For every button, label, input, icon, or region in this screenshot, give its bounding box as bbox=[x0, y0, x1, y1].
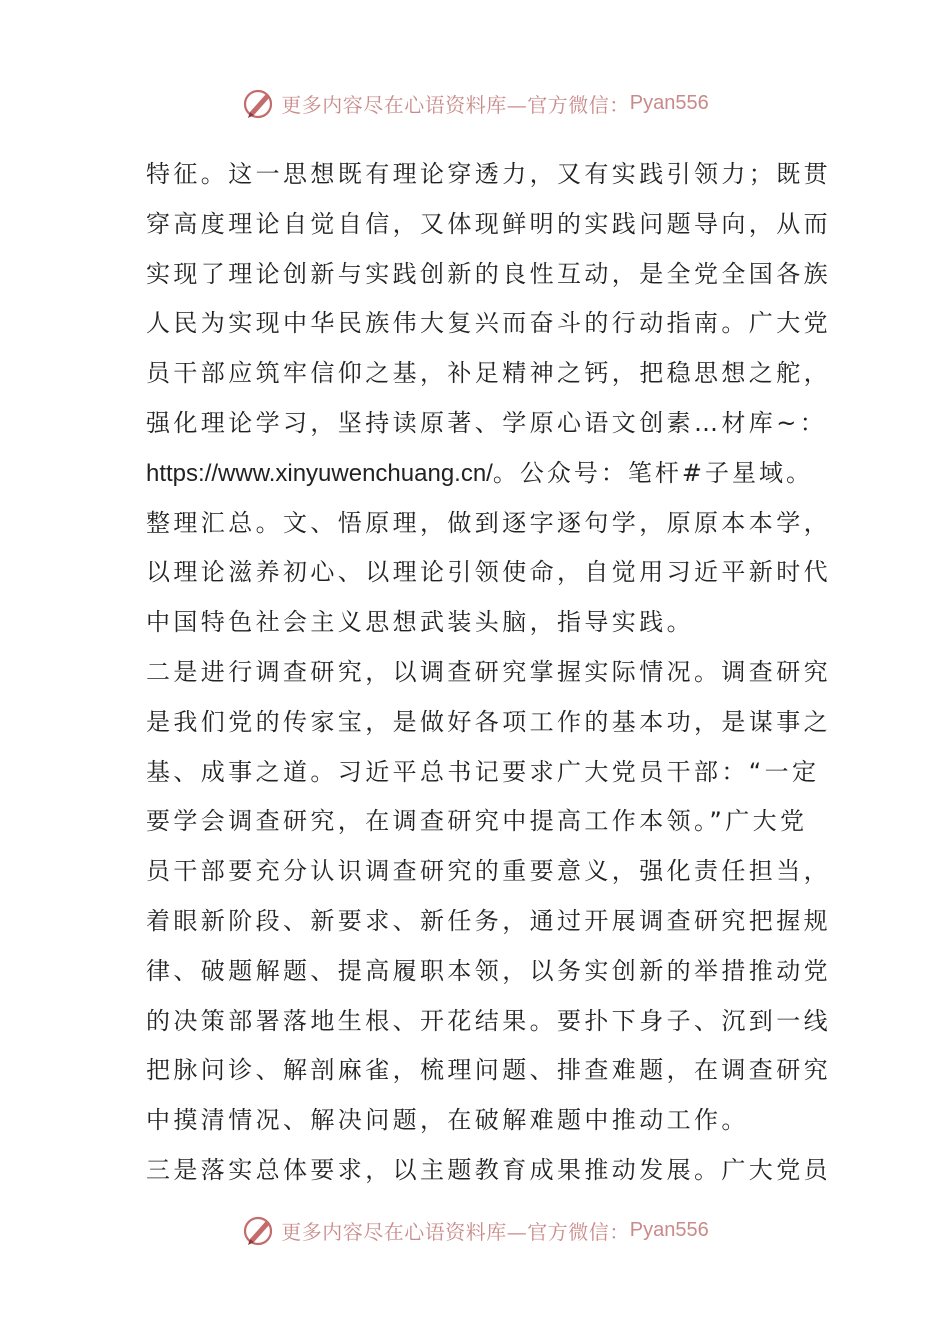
text-line: 基、成事之道。习近平总书记要求广大党员干部：“一定 bbox=[146, 757, 820, 786]
text-line: 员干部应筑牢信仰之基，补足精神之钙，把稳思想之舵， bbox=[146, 359, 831, 388]
text-line: 以理论滋养初心、以理论引领使命，自觉用习近平新时代 bbox=[146, 558, 831, 587]
watermark-wechat-id: Pyan556 bbox=[629, 1218, 709, 1241]
footer-watermark bbox=[0, 1210, 950, 1250]
text-line: 要学会调查研究，在调查研究中提高工作本领。”广大党 bbox=[146, 807, 808, 836]
text-line: 强化理论学习，坚持读原著、学原心语文创素…材库~： bbox=[146, 408, 828, 437]
pen-logo-icon bbox=[241, 85, 277, 121]
text-line: 三是落实总体要求，以主题教育成果推动发展。广大党员 bbox=[146, 1155, 831, 1184]
text-line: 律、破题解题、提高履职本领，以务实创新的举措推动党 bbox=[146, 956, 831, 985]
url-line-rest: 。公众号：笔杆#子星域。 bbox=[492, 458, 813, 487]
document-body bbox=[146, 150, 831, 1196]
text-line: 特征。这一思想既有理论穿透力，又有实践引领力；既贯 bbox=[146, 160, 831, 188]
watermark-text: 更多内容尽在心语资料库—官方微信： bbox=[281, 1219, 630, 1244]
watermark-text: 更多内容尽在心语资料库—官方微信： bbox=[281, 92, 630, 117]
text-line: 把脉问诊、解剖麻雀，梳理问题、排查难题，在调查研究 bbox=[146, 1056, 831, 1085]
text-line: 员干部要充分认识调查研究的重要意义，强化责任担当， bbox=[146, 857, 831, 886]
text-line: 二是进行调查研究，以调查研究掌握实际情况。调查研究 bbox=[146, 657, 831, 686]
text-line: 着眼新阶段、新要求、新任务，通过开展调查研究把握规 bbox=[146, 906, 831, 935]
text-line: 是我们党的传家宝，是做好各项工作的基本功，是谋事之 bbox=[146, 707, 831, 736]
text-line: 中国特色社会主义思想武装头脑，指导实践。 bbox=[146, 608, 694, 637]
watermark-wechat-id: Pyan556 bbox=[629, 91, 709, 114]
header-watermark bbox=[0, 83, 950, 123]
text-line: 穿高度理论自觉自信，又体现鲜明的实践问题导向，从而 bbox=[146, 209, 831, 238]
text-line: 中摸清情况、解决问题，在破解难题中推动工作。 bbox=[146, 1106, 749, 1135]
website-link[interactable]: https://www.xinyuwenchuang.cn/ bbox=[146, 459, 493, 487]
url-line bbox=[146, 449, 813, 499]
text-line: 的决策部署落地生根、开花结果。要扑下身子、沉到一线 bbox=[146, 1006, 831, 1035]
text-line: 实现了理论创新与实践创新的良性互动，是全党全国各族 bbox=[146, 259, 831, 288]
pen-logo-icon bbox=[241, 1212, 277, 1248]
text-line: 整理汇总。文、悟原理，做到逐字逐句学，原原本本学， bbox=[146, 508, 831, 537]
text-line: 人民为实现中华民族伟大复兴而奋斗的行动指南。广大党 bbox=[146, 309, 831, 338]
